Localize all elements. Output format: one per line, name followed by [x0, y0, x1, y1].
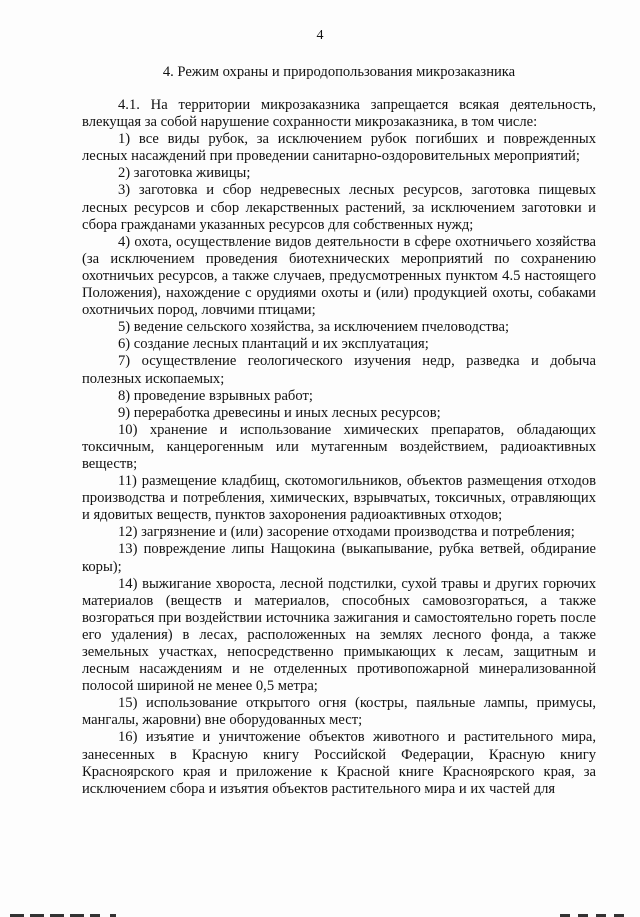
- list-item-6: 6) создание лесных плантаций и их эксплуатация;: [118, 336, 429, 353]
- list-item-7: 7) осуществление геологического изучения недр, разведка и добыча полезных ископаемых;: [82, 353, 596, 387]
- list-item-5: 5) ведение сельского хозяйства, за исключением пчеловодства;: [118, 319, 510, 336]
- list-item-2: 2) заготовка живицы;: [118, 165, 251, 182]
- list-item-1: 1) все виды рубок, за исключением рубок погибших и поврежденных лесных насаждений при проведении санитарно-оздоровительных мероприятий;: [82, 131, 596, 165]
- list-item-8: 8) проведение взрывных работ;: [118, 387, 313, 404]
- list-item-13: 13) повреждение липы Нащокина (выкапывание, рубка ветвей, обдирание коры);: [82, 541, 596, 575]
- paragraph-4-1: 4.1. На территории микрозаказника запрещается всякая деятельность, влекущая за собой нарушение сохранности микрозаказника, в том числе:: [82, 97, 596, 131]
- scan-edge-marks: [0, 911, 640, 917]
- list-item-14: 14) выжигание хвороста, лесной подстилки, сухой травы и других горючих материалов (веществ и материалов, способных самовозгораться, а также возгораться при воздействии источника зажигания и самостоятельно гореть после его удаления) в лесах, расположенных на землях лесного фонда, а также земельных участках, непосредственно примыкающих к лесам, защитным и лесным насаждениям и не отделенных противопожарной минерализованной полосой шириной не менее 0,5 метра;: [82, 575, 596, 695]
- list-item-15: 15) использование открытого огня (костры, паяльные лампы, примусы, мангалы, жаровни) вне оборудованных мест;: [82, 695, 596, 729]
- list-item-16: 16) изъятие и уничтожение объектов животного и растительного мира, занесенных в Красную книгу Российской Федерации, Красную книгу Красноярского края и приложение к Красной книге Красноярского края, за исключением сбора и изъятия объектов растительного мира и их частей для: [82, 729, 596, 797]
- list-item-10: 10) хранение и использование химических препаратов, обладающих токсичным, канцерогенным или мутагенным воздействием, радиоактивных веществ;: [82, 421, 596, 472]
- list-item-9: 9) переработка древесины и иных лесных ресурсов;: [118, 404, 441, 421]
- list-item-12: 12) загрязнение и (или) засорение отходами производства и потребления;: [118, 524, 575, 541]
- list-item-4: 4) охота, осуществление видов деятельности в сфере охотничьего хозяйства (за исключением проведения биотехнических мероприятий по сохранению охотничьих ресурсов, а также случаев, предусмотренных пунктом 4.5 настоящего Положения), нахождение с орудиями охоты и (или) продукцией охоты, собаками охотничьих пород, ловчими птицами;: [82, 233, 596, 319]
- list-item-3: 3) заготовка и сбор недревесных лесных ресурсов, заготовка пищевых лесных ресурсов и сбор лекарственных растений, за исключением заготовки и сбора гражданами указанных ресурсов для собственных нужд;: [82, 182, 596, 233]
- list-item-11: 11) размещение кладбищ, скотомогильников, объектов размещения отходов производства и потребления, химических, взрывчатых, токсичных, отравляющих и ядовитых веществ, пунктов захоронения радиоактивных отходов;: [82, 473, 596, 524]
- page-number: 4: [316, 28, 324, 43]
- section-title: 4. Режим охраны и природопользования микрозаказника: [162, 64, 516, 80]
- document-body: [82, 97, 596, 798]
